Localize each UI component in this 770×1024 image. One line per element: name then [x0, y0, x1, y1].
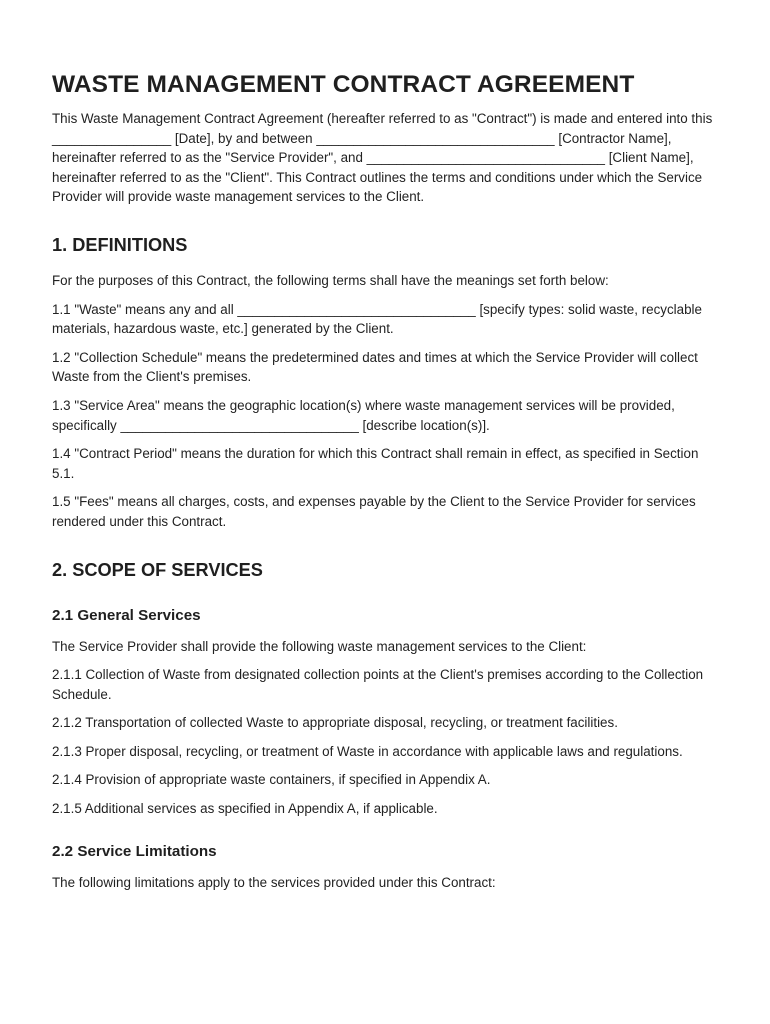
definition-item: 1.5 "Fees" means all charges, costs, and expenses payable by the Client to the Service Provider for services rendered under this Contract.: [52, 494, 696, 529]
service-item: 2.1.4 Provision of appropriate waste containers, if specified in Appendix A.: [52, 772, 491, 788]
service-item: 2.1.3 Proper disposal, recycling, or treatment of Waste in accordance with applicable laws and regulations.: [52, 743, 683, 759]
subsection-heading-service-limitations: 2.2 Service Limitations: [52, 842, 217, 860]
section-heading-scope: 2. SCOPE OF SERVICES: [52, 559, 263, 580]
document-title: WASTE MANAGEMENT CONTRACT AGREEMENT: [52, 71, 635, 98]
service-item: 2.1.2 Transportation of collected Waste to appropriate disposal, recycling, or treatment facilities.: [52, 715, 618, 731]
definition-item: 1.3 "Service Area" means the geographic location(s) where waste management services will be provided, specifically ________________________________ [describe location(s)].: [52, 397, 675, 433]
service-limitations-lead: The following limitations apply to the services provided under this Contract:: [52, 874, 496, 890]
definition-item: 1.2 "Collection Schedule" means the predetermined dates and times at which the Service Provider will collect Waste from the Client's premises.: [52, 349, 698, 385]
definition-item: 1.1 "Waste" means any and all ________________________________ [specify types: solid waste, recyclable materials, hazardous waste, etc.] generated by the Client.: [52, 301, 702, 337]
definition-item: 1.4 "Contract Period" means the duration for which this Contract shall remain in effect, as specified in Section 5.1.: [52, 446, 699, 481]
service-item: 2.1.5 Additional services as specified in Appendix A, if applicable.: [52, 801, 438, 817]
subsection-heading-general-services: 2.1 General Services: [52, 606, 201, 624]
document-page: [52, 68, 722, 892]
definitions-lead: For the purposes of this Contract, the following terms shall have the meanings set forth below:: [52, 272, 609, 288]
intro-paragraph: This Waste Management Contract Agreement (hereafter referred to as "Contract") is made and entered into this ________________ [Date], by and between ________________________________ [Contractor Name], hereinafter referred to as the "Service Provider", and ________________________________ [Client Name], hereinafter referred to as the "Client". This Contract outlines the terms and conditions under which the Service Provider will provide waste management services to the Client.: [52, 111, 713, 205]
section-heading-definitions: 1. DEFINITIONS: [52, 234, 188, 255]
service-item: 2.1.1 Collection of Waste from designated collection points at the Client's premises according to the Collection Schedule.: [52, 667, 704, 702]
general-services-lead: The Service Provider shall provide the following waste management services to the Client:: [52, 638, 587, 654]
